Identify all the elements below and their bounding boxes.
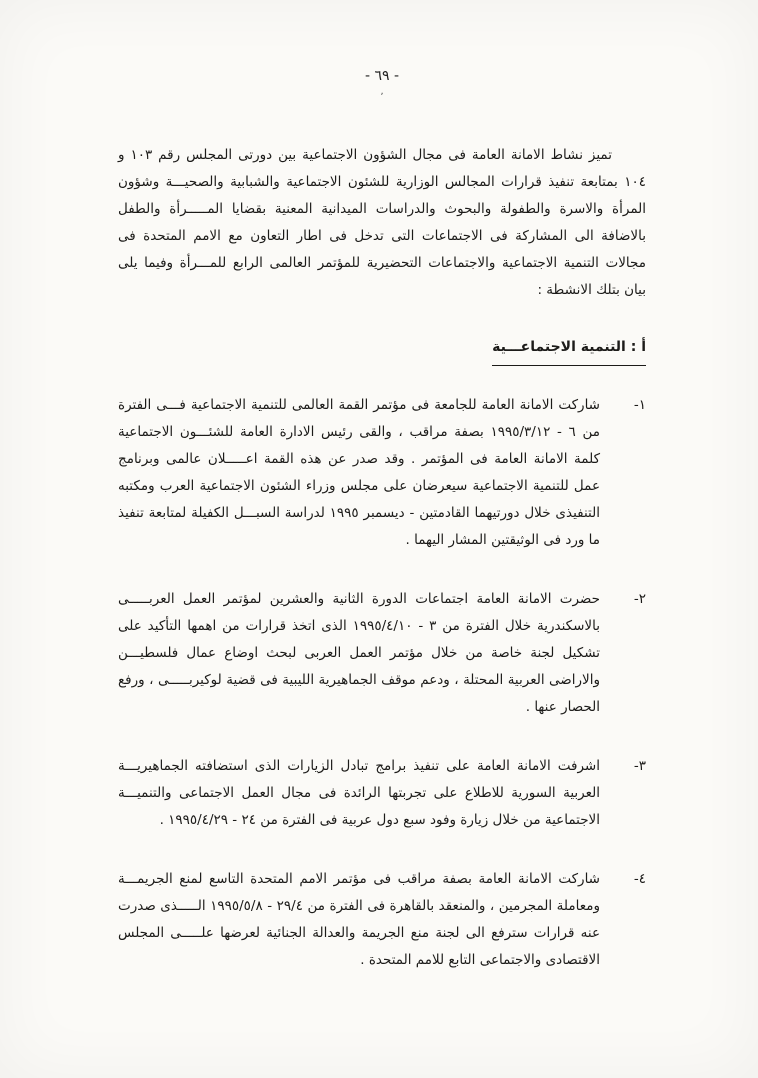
- item-number: ٤-: [633, 871, 646, 887]
- section-header-row: [118, 334, 646, 366]
- item-number: ٢-: [633, 591, 646, 607]
- list-item: [118, 392, 646, 554]
- section-header: أ : التنمية الاجتماعـــية: [492, 334, 646, 366]
- list-item: [118, 866, 646, 974]
- page-number: - ٦٩ -: [364, 68, 400, 84]
- list-item: [118, 586, 646, 721]
- item-text: شاركت الامانة العامة للجامعة فى مؤتمر القمة العالمى للتنمية الاجتماعية فـــى الفترة من ٦ - ١٩٩٥/٣/١٢ بصفة مراقب ، والقى رئيس الادارة العامة للشئـــون الاجتماعية كلمة الامانة العامة فى المؤتمر . وقد صدر عن هذه القمة اعـــــلان عالمى وبرنامج عمل للتنمية الاجتماعية سيعرضان على مجلس وزراء الشئون الاجتماعية العرب ومكتبه التنفيذى خلال دورتيهما القادمتين - ديسمبر ١٩٩٥ لدراسة السبـــل الكفيلة لمتابعة تنفيذ ما ورد فى الوثيقتين المشار اليهما .: [118, 397, 600, 548]
- document-body: [118, 142, 646, 974]
- intro-paragraph: تميز نشاط الامانة العامة فى مجال الشؤون الاجتماعية بين دورتى المجلس رقم ١٠٣ و ١٠٤ بمتابعة تنفيذ قرارات المجالس الوزارية للشئون الاجتماعية والشبابية والصحيـــة وشؤون المرأة والاسرة والطفولة والبحوث والدراسات الميدانية المعنية بقضايا المـــــرأة والطفل بالاضافة الى المشاركة فى الاجتماعات التى تدخل فى اطار التعاون مع الامم المتحدة فى مجالات التنمية الاجتماعية والاجتماعات التحضيرية للمؤتمر العالمى الرابع للمـــرأة وفيما يلى بيان بتلك الانشطة :: [118, 147, 646, 298]
- page-number-mark: ٬: [380, 92, 384, 103]
- item-text: اشرفت الامانة العامة على تنفيذ برامج تبادل الزيارات الذى استضافته الجماهيريـــة العربية السورية للاطلاع على تجربتها الرائدة فى مجال العمل الاجتماعى والتنميـــة الاجتماعية من خلال زيارة وفود سبع دول عربية فى الفترة من ٢٤ - ١٩٩٥/٤/٢٩ .: [118, 758, 600, 828]
- list-item: [118, 753, 646, 834]
- item-number: ٣-: [633, 758, 646, 774]
- item-number: ١-: [633, 397, 646, 413]
- item-text: شاركت الامانة العامة بصفة مراقب فى مؤتمر الامم المتحدة التاسع لمنع الجريمـــة ومعاملة المجرمين ، والمنعقد بالقاهرة فى الفترة من ٢٩/٤ - ١٩٩٥/٥/٨ الـــــذى صدرت عنه قرارات سترفع الى لجنة منع الجريمة والعدالة الجنائية لعرضها علـــــى المجلس الاقتصادى والاجتماعى التابع للامم المتحدة .: [118, 871, 600, 968]
- item-text: حضرت الامانة العامة اجتماعات الدورة الثانية والعشرين لمؤتمر العمل العربـــــى بالاسكندرية خلال الفترة من ٣ - ١٩٩٥/٤/١٠ الذى اتخذ قرارات من اهمها التأكيد على تشكيل لجنة خاصة من خلال مؤتمر العمل العربى لبحث اوضاع عمال فلسطيـــن والاراضى العربية المحتلة ، ودعم موقف الجماهيرية الليبية فى قضية لوكيربـــــى ، ورفع الحصار عنها .: [118, 591, 600, 715]
